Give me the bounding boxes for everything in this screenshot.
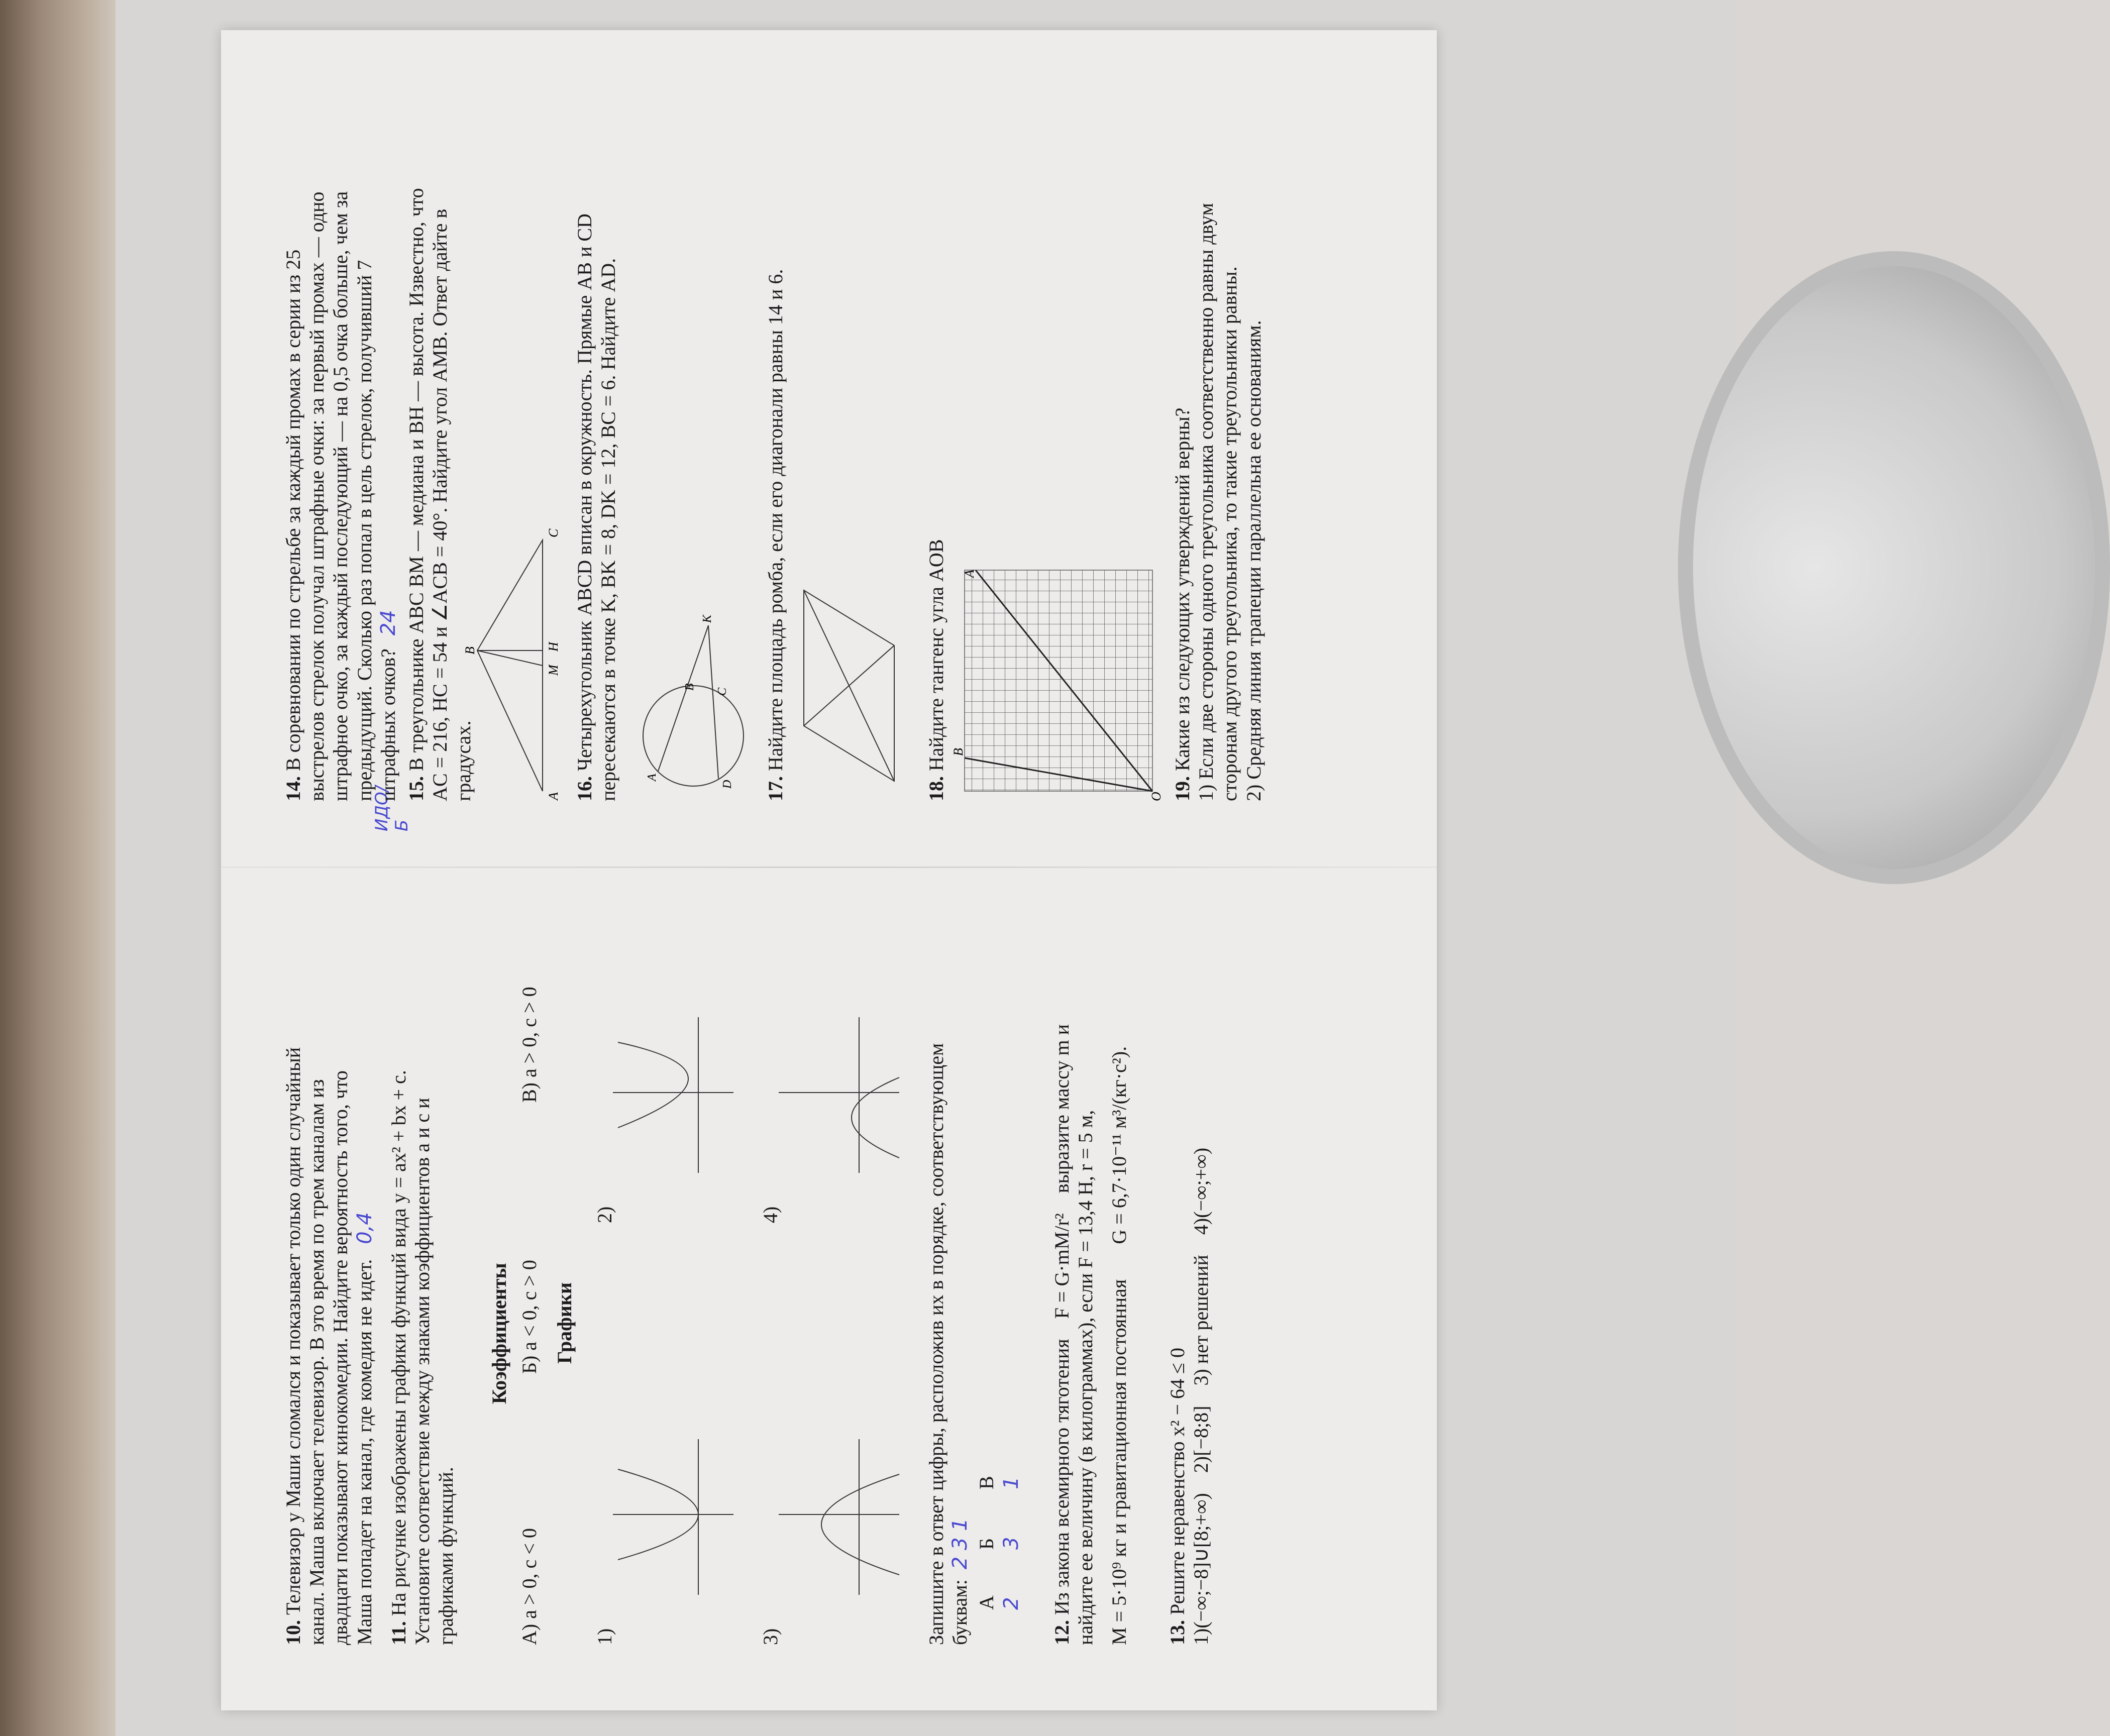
- grid-angle-figure: [950, 560, 1164, 801]
- task-text: двадцати показывают кинокомедии. Найдите вероятность того, что: [329, 1070, 352, 1645]
- answer-instruction: [924, 841, 972, 1645]
- point-label: D: [721, 780, 734, 789]
- coef-heading: Коэффициенты: [488, 1263, 510, 1404]
- handwritten-answer: 2 3 1: [948, 1518, 972, 1570]
- point-label: C: [716, 687, 729, 696]
- parabola-graph-2: [608, 1012, 738, 1173]
- inscribed-quadrilateral-figure: [633, 610, 759, 791]
- task-10: [281, 841, 377, 1645]
- task-text: Какие из следующих утверждений верны?: [1171, 407, 1194, 771]
- task-text: Найдите тангенс угла AOB: [925, 539, 947, 771]
- task-text: буквам:: [948, 1579, 972, 1645]
- parabola-graph-4: [774, 1012, 904, 1173]
- task-text: градусах.: [452, 720, 475, 801]
- task-12: [1050, 841, 1131, 1645]
- task-number: 12.: [1050, 1620, 1073, 1645]
- task-16: [573, 18, 620, 801]
- task-11: [387, 841, 458, 1645]
- point-label: B: [683, 683, 696, 691]
- task-14: [281, 18, 400, 801]
- graph-label-3: 3): [759, 1628, 782, 1645]
- handwritten-answer: 24: [376, 610, 400, 636]
- handwritten-note: ИДО/Б: [372, 786, 412, 831]
- task-text: В треугольнике ABC BM — медиана и BH — высота. Известно, что: [405, 188, 428, 771]
- task-text: графиками функций.: [435, 1467, 458, 1645]
- wooden-edge: [0, 0, 116, 1736]
- task-number: 18.: [925, 776, 947, 801]
- task-number: 17.: [764, 776, 787, 801]
- task-text: Запишите в ответ цифры, расположив их в порядке, соответствующем: [925, 1043, 947, 1645]
- statement-1: 1) Если две стороны одного треугольника соответственно равны двум: [1195, 203, 1218, 801]
- task-number: 16.: [573, 776, 596, 801]
- task-text: канал. Маша включает телевизор. В это время по трем каналам из: [305, 1079, 329, 1645]
- graph-label-2: 2): [593, 1206, 616, 1223]
- point-label: B: [951, 748, 966, 756]
- point-label: O: [1149, 792, 1164, 801]
- option-a: А) a > 0, c < 0: [518, 1528, 541, 1645]
- task-text: штрафных очков?: [376, 648, 399, 801]
- handwritten-answer: 0,4: [353, 1212, 376, 1244]
- task-text: M = 5·10⁹ кг и гравитационная постоянная: [1108, 1279, 1131, 1645]
- option-v: В) a > 0, c > 0: [518, 987, 541, 1103]
- rhombus-figure: [794, 580, 909, 791]
- task-18: [924, 18, 948, 801]
- task-number: 15.: [405, 776, 428, 801]
- task-text: Маша попадет на канал, где комедия не идет.: [353, 1259, 376, 1645]
- task-text: Четырехугольник ABCD вписан в окружность. Прямые AB и CD: [573, 213, 596, 771]
- task-text: Из закона всемирного тяготения: [1050, 1339, 1073, 1615]
- plate-object: [1678, 251, 2110, 884]
- task-text: пересекаются в точке K, BK = 8, DK = 12, BC = 6. Найдите AD.: [597, 258, 620, 801]
- task-15: [404, 18, 476, 801]
- graph-label-1: 1): [593, 1628, 616, 1645]
- worksheet-page: [226, 30, 1457, 1703]
- task-text: G = 6,7·10⁻¹¹ м³/(кг·с²).: [1108, 1046, 1131, 1244]
- task-text: выразите массу m и: [1050, 1024, 1073, 1194]
- handwritten-cell-a: 2: [1000, 1597, 1023, 1610]
- task-number: 13.: [1166, 1620, 1189, 1645]
- point-label: H: [546, 642, 561, 652]
- point-label: B: [463, 646, 477, 655]
- gravity-formula: F = G·mM/r²: [1050, 1213, 1073, 1319]
- handwritten-cell-v: 1: [1000, 1476, 1023, 1489]
- statement-1-cont: сторонам другого треугольника, то такие треугольники равны.: [1218, 266, 1241, 801]
- task-number: 19.: [1171, 776, 1194, 801]
- answer-col-v: В: [975, 1476, 998, 1489]
- task-text: Телевизор у Маши сломался и показывает только один случайный: [282, 1047, 304, 1615]
- parabola-graph-1: [608, 1434, 738, 1595]
- graph-label-4: 4): [759, 1206, 782, 1223]
- handwritten-cell-b: 3: [1000, 1537, 1023, 1550]
- task-text: AC = 216, HC = 54 и ∠ACB = 40°. Найдите угол AMB. Ответ дайте в: [429, 208, 452, 801]
- answer-col-a: А: [975, 1595, 998, 1610]
- task-text: выстрелов стрелок получал штрафные очки: за первый промах — одно: [305, 191, 329, 801]
- answer-options: 1)(−∞;−8]∪[8;+∞) 2)[−8;8] 3) нет решений 4)(−∞;+∞): [1190, 1147, 1213, 1645]
- task-17: [764, 18, 787, 801]
- point-label: A: [962, 570, 977, 578]
- point-label: C: [546, 528, 561, 537]
- point-label: A: [546, 792, 561, 800]
- task-text: Установите соответствие между знаками коэффициентов a и c и: [411, 1098, 434, 1645]
- task-text: Найдите площадь ромба, если его диагонали равны 14 и 6.: [764, 269, 787, 771]
- task-text: На рисунке изображены графики функций вида y = ax² + bx + c.: [387, 1070, 410, 1616]
- task-text: штрафное очко, за каждый последующий — на 0,5 очка больше, чем за: [329, 191, 352, 801]
- task-19: [1171, 8, 1265, 801]
- task-number: 10.: [282, 1620, 304, 1645]
- task-number: 14.: [282, 776, 304, 801]
- statement-2: 2) Средняя линия трапеции параллельна ее основаниям.: [1242, 320, 1265, 801]
- task-13: [1166, 841, 1213, 1645]
- option-b: Б) a < 0, c > 0: [518, 1260, 541, 1374]
- task-number: 11.: [387, 1621, 410, 1645]
- point-label: M: [546, 665, 561, 676]
- task-text: Решите неравенство x² − 64 ≤ 0: [1166, 1348, 1189, 1615]
- parabola-graph-3: [774, 1434, 904, 1595]
- task-text: предыдущий. Сколько раз попал в цель стрелок, получивший 7: [353, 260, 376, 801]
- answer-col-b: Б: [975, 1538, 998, 1550]
- point-label: A: [646, 774, 659, 781]
- point-label: K: [701, 614, 714, 623]
- graphs-heading: Графики: [553, 1282, 576, 1364]
- task-text: найдите ее величину (в килограммах), если F = 13,4 Н, r = 5 м,: [1074, 1110, 1097, 1645]
- task-text: В соревновании по стрельбе за каждый промах в серии из 25: [282, 249, 304, 771]
